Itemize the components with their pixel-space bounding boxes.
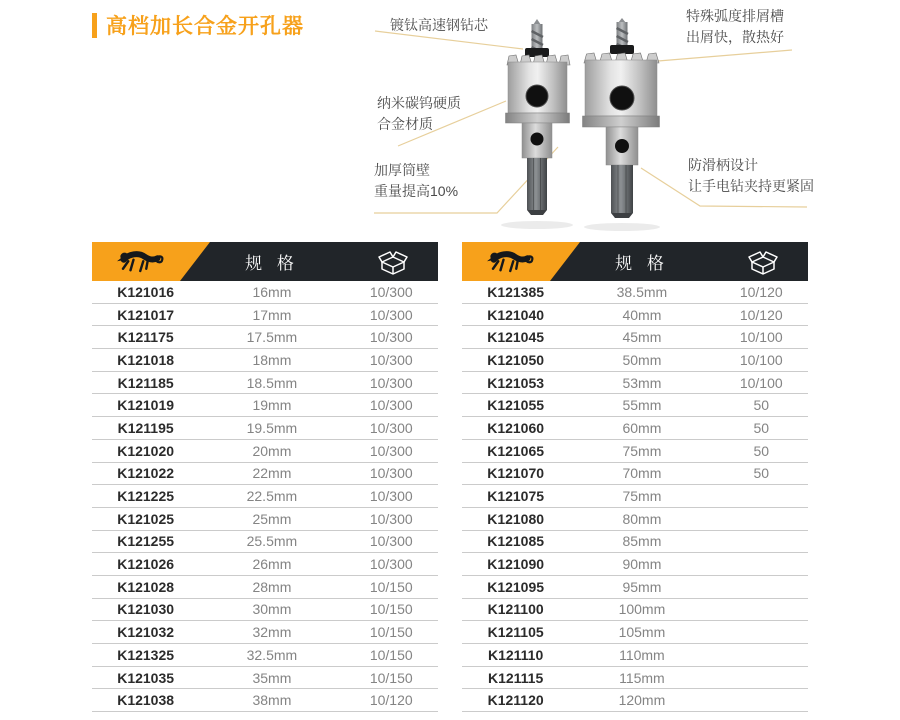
spec-cell: 19.5mm (246, 419, 298, 436)
annotation-line: 镀钛高速钢钻芯 (390, 17, 488, 33)
model-cell: K121175 (117, 329, 174, 346)
spec-cell: 38.5mm (616, 283, 668, 300)
table-row (92, 508, 438, 531)
spec-cell: 75mm (622, 442, 662, 459)
table-row (92, 349, 438, 372)
table-row (92, 372, 438, 395)
table-row (92, 644, 438, 667)
spec-cell: 55mm (622, 397, 662, 414)
spec-cell: 35mm (252, 669, 292, 686)
spec-cell: 25.5mm (246, 533, 298, 550)
annotation-drill-core (390, 15, 488, 36)
table-row (92, 485, 438, 508)
model-cell: K121025 (117, 510, 175, 527)
table-row (462, 553, 808, 576)
qty-cell: 50 (753, 465, 770, 482)
qty-cell: 10/300 (369, 374, 413, 391)
hole-saw-left (501, 19, 573, 229)
model-cell: K121016 (117, 283, 175, 300)
model-cell: K121018 (117, 351, 175, 368)
spec-cell: 18mm (252, 351, 292, 368)
table-row (92, 621, 438, 644)
table-row (92, 394, 438, 417)
spec-column-header: 规 格 (245, 254, 299, 273)
model-cell: K121115 (487, 669, 544, 686)
table-row (92, 417, 438, 440)
table-row (92, 553, 438, 576)
spec-cell: 110mm (619, 646, 665, 663)
model-cell: K121053 (487, 374, 545, 391)
table-row (462, 599, 808, 622)
model-cell: K121120 (487, 692, 544, 709)
table-row (462, 304, 808, 327)
table-row (462, 576, 808, 599)
spec-cell: 22.5mm (246, 488, 298, 505)
spec-cell: 26mm (252, 556, 292, 573)
model-cell: K121060 (487, 419, 545, 436)
model-cell: K121017 (117, 306, 175, 323)
title-accent-bar (92, 13, 97, 38)
table-row (92, 531, 438, 554)
qty-cell: 10/300 (369, 419, 413, 436)
table-row (92, 281, 438, 304)
annotation-line: 让手电钻夹持更紧固 (688, 178, 814, 194)
qty-cell: 10/150 (369, 624, 413, 641)
annotation-line: 合金材质 (377, 116, 433, 132)
spec-cell: 32.5mm (246, 646, 298, 663)
table-row (462, 281, 808, 304)
spec-cell: 45mm (622, 329, 662, 346)
qty-cell: 10/300 (369, 488, 413, 505)
spec-cell: 95mm (622, 578, 662, 595)
model-cell: K121045 (487, 329, 545, 346)
model-cell: K121030 (117, 601, 175, 618)
model-cell: K121090 (487, 556, 545, 573)
spec-cell: 25mm (252, 510, 292, 527)
table-row (462, 531, 808, 554)
model-cell: K121028 (117, 578, 175, 595)
qty-cell: 10/300 (369, 510, 413, 527)
qty-cell: 10/300 (369, 351, 413, 368)
qty-cell: 10/300 (369, 397, 413, 414)
spec-cell: 17mm (252, 306, 292, 323)
page-title (92, 10, 304, 40)
qty-cell: 10/120 (739, 283, 783, 300)
table-row (462, 394, 808, 417)
table-row (462, 326, 808, 349)
spec-table-left (92, 242, 438, 712)
table-row (92, 326, 438, 349)
annotation-line: 加厚筒壁 (374, 162, 430, 178)
table-row (462, 372, 808, 395)
table-body (92, 281, 438, 712)
table-row (462, 463, 808, 486)
table-row (92, 689, 438, 712)
model-cell: K121095 (487, 578, 545, 595)
model-cell: K121026 (117, 556, 175, 573)
carton-box-icon (378, 247, 408, 277)
table-row (92, 463, 438, 486)
qty-cell: 10/100 (739, 351, 783, 368)
model-cell: K121185 (117, 374, 174, 391)
model-cell: K121385 (487, 283, 545, 300)
page-title-text: 高档加长合金开孔器 (106, 15, 304, 38)
table-row (462, 349, 808, 372)
spec-cell: 28mm (252, 578, 292, 595)
table-row (92, 667, 438, 690)
table-row (462, 508, 808, 531)
spec-cell: 105mm (618, 624, 666, 641)
spec-cell: 120mm (618, 692, 666, 709)
table-body (462, 281, 808, 712)
model-cell: K121020 (117, 442, 175, 459)
qty-cell: 50 (753, 397, 770, 414)
model-cell: K121085 (487, 533, 545, 550)
table-row (92, 440, 438, 463)
qty-cell: 50 (753, 419, 770, 436)
qty-cell: 10/300 (369, 306, 413, 323)
hole-saw-product-image (430, 18, 710, 233)
spec-cell: 90mm (622, 556, 662, 573)
hole-saw-right (583, 18, 661, 231)
spec-column-header: 规 格 (615, 254, 669, 273)
spec-cell: 32mm (252, 624, 292, 641)
spec-cell: 17.5mm (246, 329, 298, 346)
model-cell: K121195 (117, 419, 174, 436)
qty-cell: 10/150 (369, 669, 413, 686)
spec-cell: 75mm (622, 488, 662, 505)
annotation-line: 纳米碳钨硬质 (377, 95, 461, 111)
spec-cell: 19mm (252, 397, 292, 414)
qty-cell: 10/150 (369, 601, 413, 618)
annotation-anti-slip-grip (688, 155, 814, 197)
table-header (462, 242, 808, 281)
qty-cell: 10/120 (369, 692, 413, 709)
table-row (462, 485, 808, 508)
spec-cell: 53mm (622, 374, 662, 391)
qty-cell: 10/100 (739, 329, 783, 346)
spec-cell: 40mm (622, 306, 662, 323)
qty-cell: 10/300 (369, 329, 413, 346)
table-row (92, 576, 438, 599)
annotation-carbide-material (377, 93, 461, 135)
qty-cell: 10/300 (369, 533, 413, 550)
annotation-line: 防滑柄设计 (688, 157, 758, 173)
table-header (92, 242, 438, 281)
annotation-line: 特殊弧度排屑槽 (686, 8, 784, 24)
qty-cell: 10/300 (369, 465, 413, 482)
model-cell: K121080 (487, 510, 545, 527)
model-cell: K121075 (487, 488, 545, 505)
table-row (92, 304, 438, 327)
spec-cell: 60mm (622, 419, 662, 436)
qty-cell: 10/150 (369, 646, 413, 663)
spec-cell: 50mm (622, 351, 662, 368)
spec-cell: 85mm (622, 533, 662, 550)
carton-box-icon (748, 247, 778, 277)
model-cell: K121070 (487, 465, 545, 482)
spec-cell: 115mm (619, 669, 665, 686)
annotation-thick-wall (374, 160, 458, 202)
spec-cell: 16mm (252, 283, 292, 300)
model-cell: K121038 (117, 692, 175, 709)
table-row (462, 417, 808, 440)
model-cell: K121100 (487, 601, 544, 618)
table-row (462, 644, 808, 667)
qty-cell: 10/120 (739, 306, 783, 323)
model-cell: K121022 (117, 465, 175, 482)
model-cell: K121255 (117, 533, 175, 550)
qty-cell: 10/300 (369, 556, 413, 573)
model-cell: K121055 (487, 397, 545, 414)
spec-cell: 20mm (252, 442, 292, 459)
table-row (92, 599, 438, 622)
spec-cell: 22mm (252, 465, 292, 482)
model-cell: K121325 (117, 646, 175, 663)
annotation-chip-groove (686, 6, 784, 48)
table-row (462, 440, 808, 463)
model-cell: K121065 (487, 442, 545, 459)
spec-table-right (462, 242, 808, 712)
model-cell: K121040 (487, 306, 545, 323)
model-cell: K121035 (117, 669, 175, 686)
annotation-line: 出屑快，散热好 (686, 29, 784, 45)
model-cell: K121225 (117, 488, 175, 505)
table-row (462, 689, 808, 712)
qty-cell: 10/150 (369, 578, 413, 595)
annotation-line: 重量提高10% (374, 183, 459, 199)
model-cell: K121050 (487, 351, 545, 368)
model-cell: K121032 (117, 624, 175, 641)
qty-cell: 10/300 (369, 442, 413, 459)
spec-cell: 70mm (622, 465, 662, 482)
table-row (462, 621, 808, 644)
model-cell: K121019 (117, 397, 175, 414)
table-row (462, 667, 808, 690)
spec-cell: 30mm (252, 601, 292, 618)
spec-cell: 80mm (622, 510, 662, 527)
qty-cell: 10/300 (369, 283, 413, 300)
qty-cell: 10/100 (739, 374, 783, 391)
spec-cell: 18.5mm (246, 374, 298, 391)
spec-cell: 100mm (618, 601, 666, 618)
spec-cell: 38mm (252, 692, 292, 709)
product-figure (360, 0, 840, 240)
model-cell: K121105 (487, 624, 544, 641)
qty-cell: 50 (753, 442, 770, 459)
model-cell: K121110 (487, 646, 544, 663)
